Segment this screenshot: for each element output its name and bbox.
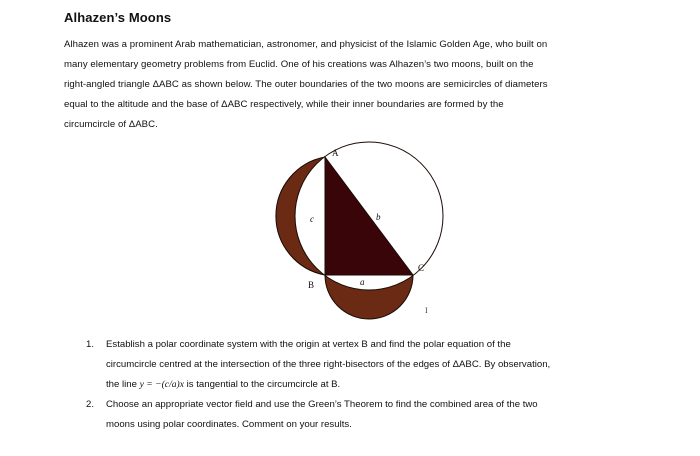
- vertex-b-label: B: [308, 280, 315, 290]
- question-text: is tangential to the circumcircle at B.: [183, 379, 341, 390]
- intro-line: many elementary geometry problems from Euclid. One of his creations was Alhazen’s two moons, built on the: [64, 59, 534, 70]
- question-item: [86, 395, 646, 435]
- question-line: Choose an appropriate vector field and use the Green’s Theorem to find the combined area of the two: [106, 399, 538, 410]
- question-line: circumcircle centred at the intersection of the three right-bisectors of the edges of ΔABC. By observation,: [106, 359, 551, 370]
- stray-mark: I: [425, 306, 428, 315]
- tangent-line-equation: y = −(c/a)x: [139, 379, 184, 390]
- vertex-c-label: C: [418, 263, 425, 273]
- side-b-label: b: [376, 212, 381, 222]
- intro-line: circumcircle of ΔABC.: [64, 119, 158, 130]
- alhazen-moons-figure: [250, 130, 450, 330]
- question-list: [86, 335, 646, 435]
- moons-diagram: [250, 130, 450, 330]
- question-item: [86, 335, 646, 395]
- question-line: [106, 375, 646, 395]
- question-text: the line: [106, 379, 140, 390]
- question-number: 2.: [86, 399, 95, 410]
- intro-line: equal to the altitude and the base of ΔABC respectively, while their inner boundaries are formed by the: [64, 99, 504, 110]
- intro-paragraph: [64, 35, 654, 135]
- question-line: moons using polar coordinates. Comment on your results.: [106, 419, 352, 430]
- side-c-label: c: [310, 214, 314, 224]
- intro-line: right-angled triangle ΔABC as shown below. The outer boundaries of the two moons are semicircles of diameters: [64, 79, 548, 90]
- vertex-a-label: A: [332, 148, 339, 158]
- page-title: Alhazen’s Moons: [64, 10, 172, 25]
- side-a-label: a: [360, 277, 365, 287]
- question-line: Establish a polar coordinate system with the origin at vertex B and find the polar equation of the: [106, 339, 511, 350]
- intro-line: Alhazen was a prominent Arab mathematician, astronomer, and physicist of the Islamic Golden Age, who built on: [64, 39, 548, 50]
- question-number: 1.: [86, 339, 95, 350]
